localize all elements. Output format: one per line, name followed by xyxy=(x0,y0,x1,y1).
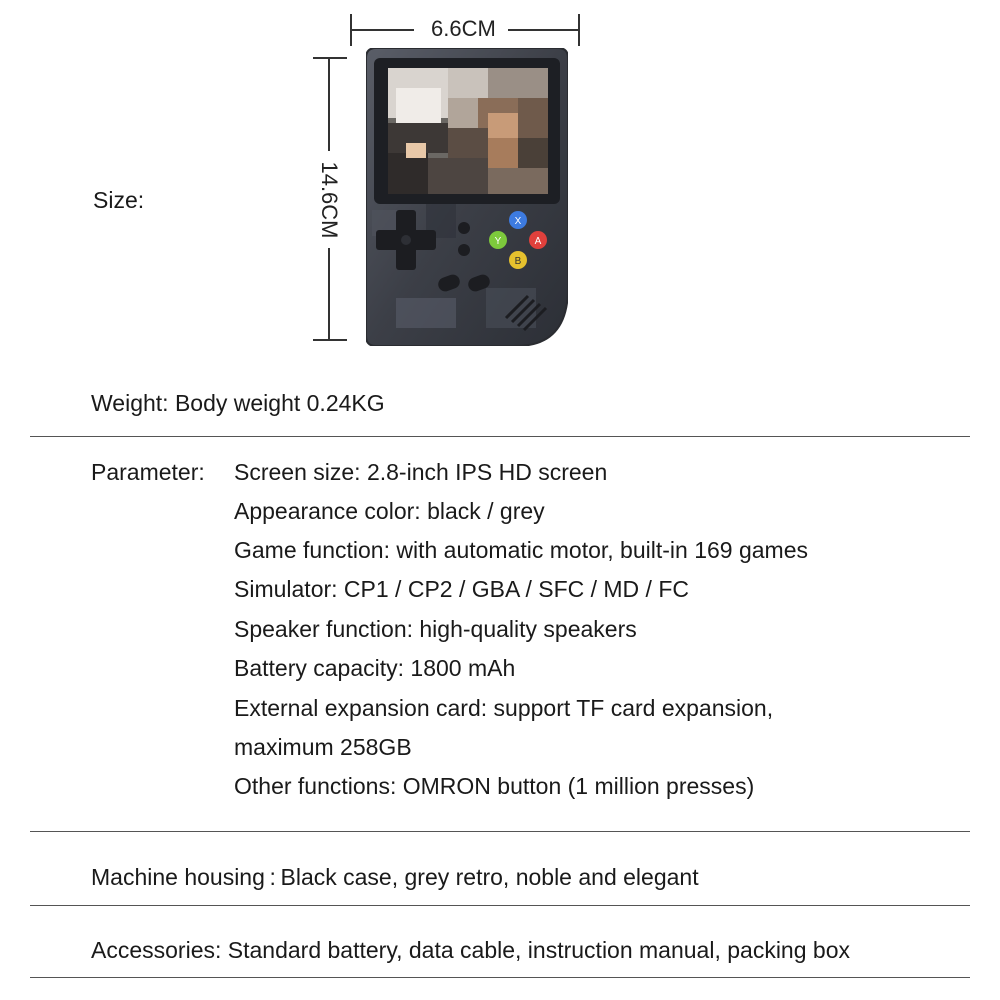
divider xyxy=(30,436,970,437)
height-dimension-line-bottom xyxy=(328,248,330,339)
parameter-label: Parameter: xyxy=(91,459,205,485)
height-dimension-label: 14.6CM xyxy=(317,161,342,239)
case-texture xyxy=(396,298,456,328)
screen-display xyxy=(388,68,548,194)
accessories-text: Accessories: Standard battery, data cable, instruction manual, packing box xyxy=(91,937,850,963)
width-dimension-tick-right xyxy=(578,14,580,46)
a-button-label: A xyxy=(534,236,542,247)
height-dimension-tick-bottom xyxy=(313,339,347,341)
select-button xyxy=(458,244,470,256)
b-button-label: B xyxy=(514,256,522,267)
parameter-line-other-functions: Other functions: OMRON button (1 million presses) xyxy=(234,773,755,799)
x-button-label: X xyxy=(514,216,522,227)
parameter-line-external-expansion: External expansion card: support TF card expansion, xyxy=(234,695,774,721)
size-label: Size: xyxy=(93,187,145,213)
case-texture xyxy=(486,288,536,328)
divider xyxy=(30,977,970,978)
divider xyxy=(30,905,970,906)
parameter-line-screen-size: Screen size: 2.8-inch IPS HD screen xyxy=(234,459,608,485)
parameter-line-expansion-max: maximum 258GB xyxy=(234,734,412,760)
width-dimension-line-right xyxy=(508,29,578,31)
height-dimension-tick-top xyxy=(313,57,347,59)
width-dimension-label: 6.6CM xyxy=(431,16,496,41)
parameter-line-battery-capacity: Battery capacity: 1800 mAh xyxy=(234,655,516,681)
start-button xyxy=(458,222,470,234)
machine-housing-text: Machine housing : Black case, grey retro, noble and elegant xyxy=(91,864,699,890)
weight-text: Weight: Body weight 0.24KG xyxy=(91,390,385,416)
parameter-line-simulator: Simulator: CP1 / CP2 / GBA / SFC / MD / FC xyxy=(234,576,689,602)
width-dimension-line-left xyxy=(352,29,414,31)
handheld-console-image xyxy=(366,48,568,346)
y-button-label: Y xyxy=(494,236,502,247)
parameter-line-game-function: Game function: with automatic motor, built-in 169 games xyxy=(234,537,809,563)
parameter-line-speaker-function: Speaker function: high-quality speakers xyxy=(234,616,637,642)
divider xyxy=(30,831,970,832)
height-dimension-line-top xyxy=(328,59,330,151)
parameter-line-appearance-color: Appearance color: black / grey xyxy=(234,498,545,524)
